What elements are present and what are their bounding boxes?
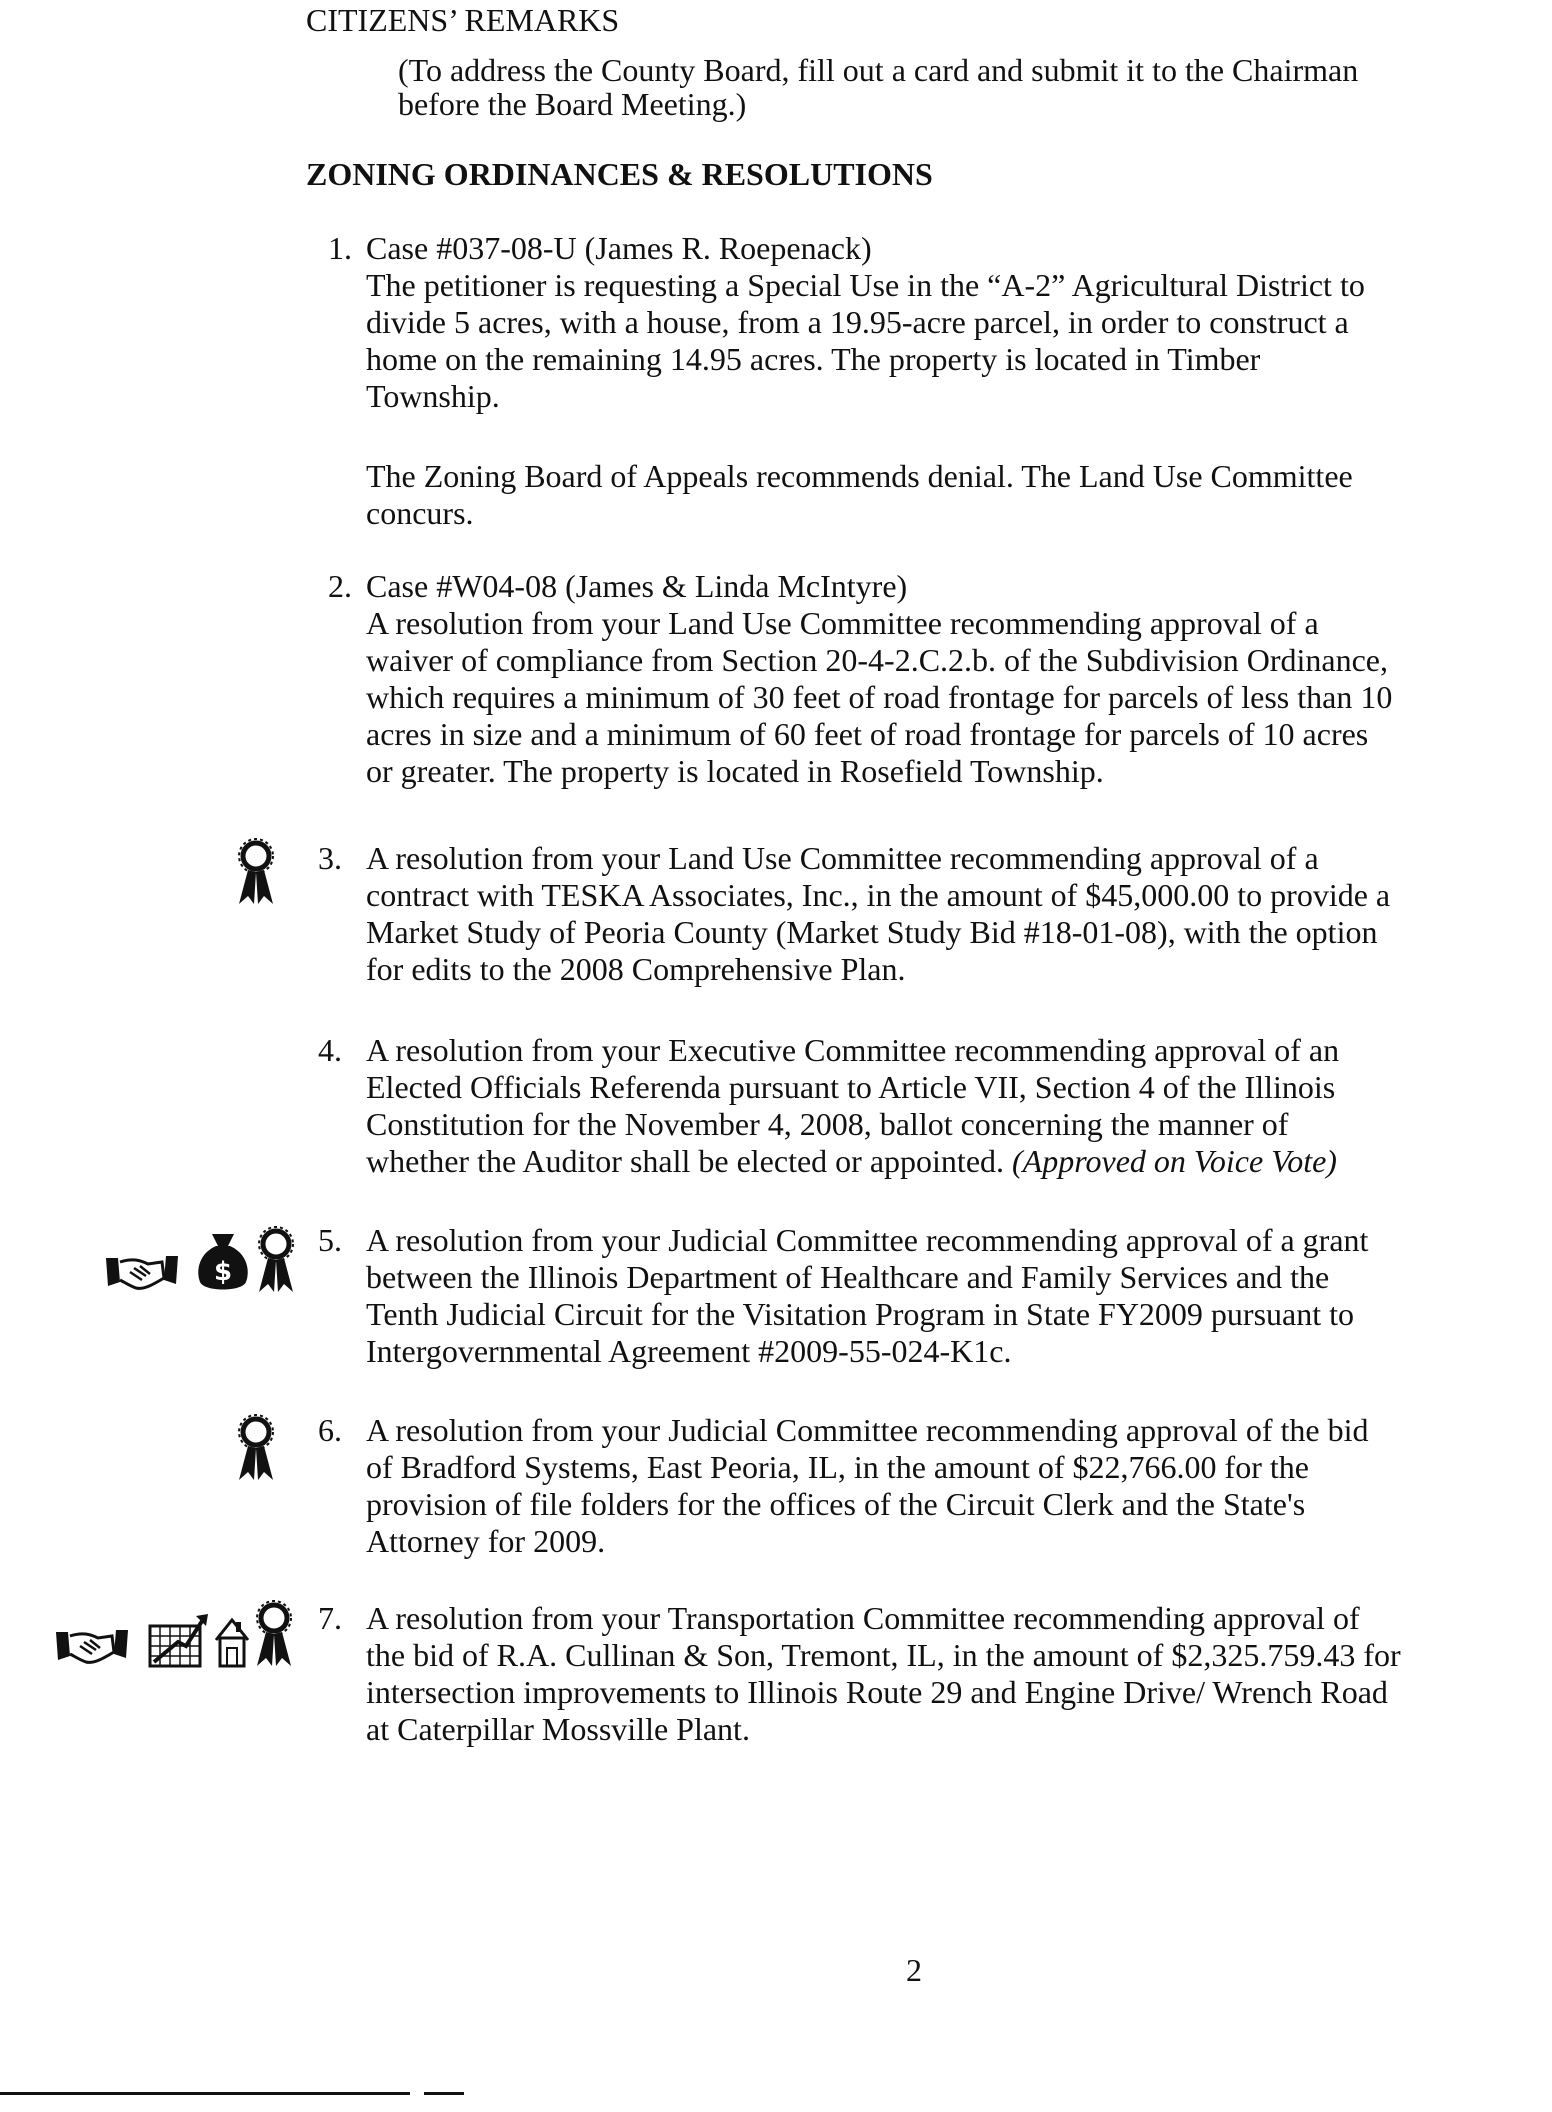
item-1-recommendation	[366, 458, 1546, 532]
item-number: 1.	[328, 230, 352, 266]
item-line: of Bradford Systems, East Peoria, IL, in the amount of $22,766.00 for the	[366, 1449, 1309, 1485]
item-number: 2.	[328, 568, 352, 604]
item-line: Tenth Judicial Circuit for the Visitation Program in State FY2009 pursuant to	[366, 1296, 1355, 1332]
item-line: provision of file folders for the offices of the Circuit Clerk and the State's	[366, 1486, 1306, 1522]
house-icon	[212, 1616, 252, 1668]
award-ribbon-icon	[236, 838, 276, 906]
award-ribbon-icon	[236, 1414, 276, 1482]
item-line: between the Illinois Department of Healthcare and Family Services and the	[366, 1259, 1330, 1295]
item-line: Case #W04-08 (James & Linda McIntyre)	[366, 568, 908, 604]
item-line: Attorney for 2009.	[366, 1523, 606, 1559]
item-line: A resolution from your Transportation Committee recommending approval of	[366, 1600, 1360, 1636]
item-line: A resolution from your Judicial Committee recommending approval of a grant	[366, 1222, 1369, 1258]
item-3-text	[366, 840, 1546, 988]
item-number: 3.	[318, 840, 342, 876]
growth-chart-icon	[148, 1612, 210, 1668]
item-number: 6.	[318, 1412, 342, 1448]
item-1-text	[366, 230, 1546, 415]
citizens-remarks-heading: CITIZENS’ REMARKS	[306, 2, 620, 38]
item-2-text	[366, 568, 1546, 790]
item-line: Township.	[366, 378, 500, 414]
svg-text:$: $	[213, 1257, 233, 1287]
item-line: Constitution for the November 4, 2008, ballot concerning the manner of	[366, 1106, 1289, 1142]
award-ribbon-icon	[256, 1226, 296, 1294]
page-number: 2	[906, 1952, 922, 1988]
item-line: divide 5 acres, with a house, from a 19.95-acre parcel, in order to construct a	[366, 304, 1349, 340]
item-line: at Caterpillar Mossville Plant.	[366, 1711, 750, 1747]
item-line: The petitioner is requesting a Special Use in the “A-2” Agricultural District to	[366, 267, 1365, 303]
money-bag-icon	[194, 1232, 252, 1294]
citizens-remarks-note: (To address the County Board, fill out a card and submit it to the Chairman	[398, 52, 1359, 88]
item-6-text	[366, 1412, 1546, 1560]
item-line-with-note	[366, 1143, 1546, 1180]
item-7-icons	[54, 1600, 294, 1668]
item-line: Intergovernmental Agreement #2009-55-024-K1c.	[366, 1333, 1012, 1369]
item-4-text	[366, 1032, 1546, 1180]
item-3-icons	[236, 838, 276, 906]
item-5-icons	[104, 1226, 296, 1294]
footer-rule	[424, 2092, 464, 2095]
item-line: the bid of R.A. Cullinan & Son, Tremont, IL, in the amount of $2,325.759.43 for	[366, 1637, 1401, 1673]
item-7-text	[366, 1600, 1546, 1748]
item-6-icons	[236, 1414, 276, 1482]
item-line: which requires a minimum of 30 feet of road frontage for parcels of less than 10	[366, 679, 1393, 715]
item-line: acres in size and a minimum of 60 feet of road frontage for parcels of 10 acres	[366, 716, 1369, 752]
award-ribbon-icon	[254, 1600, 294, 1668]
item-5-text	[366, 1222, 1546, 1370]
item-line: contract with TESKA Associates, Inc., in the amount of $45,000.00 to provide a	[366, 877, 1391, 913]
item-number: 4.	[318, 1032, 342, 1068]
handshake-icon	[54, 1624, 130, 1668]
item-line: home on the remaining 14.95 acres. The property is located in Timber	[366, 341, 1261, 377]
item-number: 5.	[318, 1222, 342, 1258]
item-line: or greater. The property is located in Rosefield Township.	[366, 753, 1104, 789]
item-line: A resolution from your Judicial Committee recommending approval of the bid	[366, 1412, 1369, 1448]
item-line: concurs.	[366, 495, 474, 531]
item-line: A resolution from your Land Use Committee recommending approval of a	[366, 840, 1319, 876]
approval-note: (Approved on Voice Vote)	[1012, 1143, 1337, 1179]
item-line: waiver of compliance from Section 20-4-2.C.2.b. of the Subdivision Ordinance,	[366, 642, 1388, 678]
item-line: Elected Officials Referenda pursuant to Article VII, Section 4 of the Illinois	[366, 1069, 1336, 1105]
item-line: Case #037-08-U (James R. Roepenack)	[366, 230, 872, 266]
item-line: for edits to the 2008 Comprehensive Plan.	[366, 951, 906, 987]
item-number: 7.	[318, 1600, 342, 1636]
item-line: The Zoning Board of Appeals recommends denial. The Land Use Committee	[366, 458, 1353, 494]
zoning-heading: ZONING ORDINANCES & RESOLUTIONS	[306, 156, 933, 192]
item-line: intersection improvements to Illinois Route 29 and Engine Drive/ Wrench Road	[366, 1674, 1388, 1710]
item-line: A resolution from your Land Use Committee recommending approval of a	[366, 605, 1319, 641]
item-line: whether the Auditor shall be elected or appointed.	[366, 1143, 1013, 1179]
item-line: Market Study of Peoria County (Market Study Bid #18-01-08), with the option	[366, 914, 1378, 950]
item-line: A resolution from your Executive Committee recommending approval of an	[366, 1032, 1340, 1068]
footer-rule	[0, 2092, 410, 2095]
citizens-remarks-note: before the Board Meeting.)	[398, 86, 747, 122]
handshake-icon	[104, 1250, 180, 1294]
